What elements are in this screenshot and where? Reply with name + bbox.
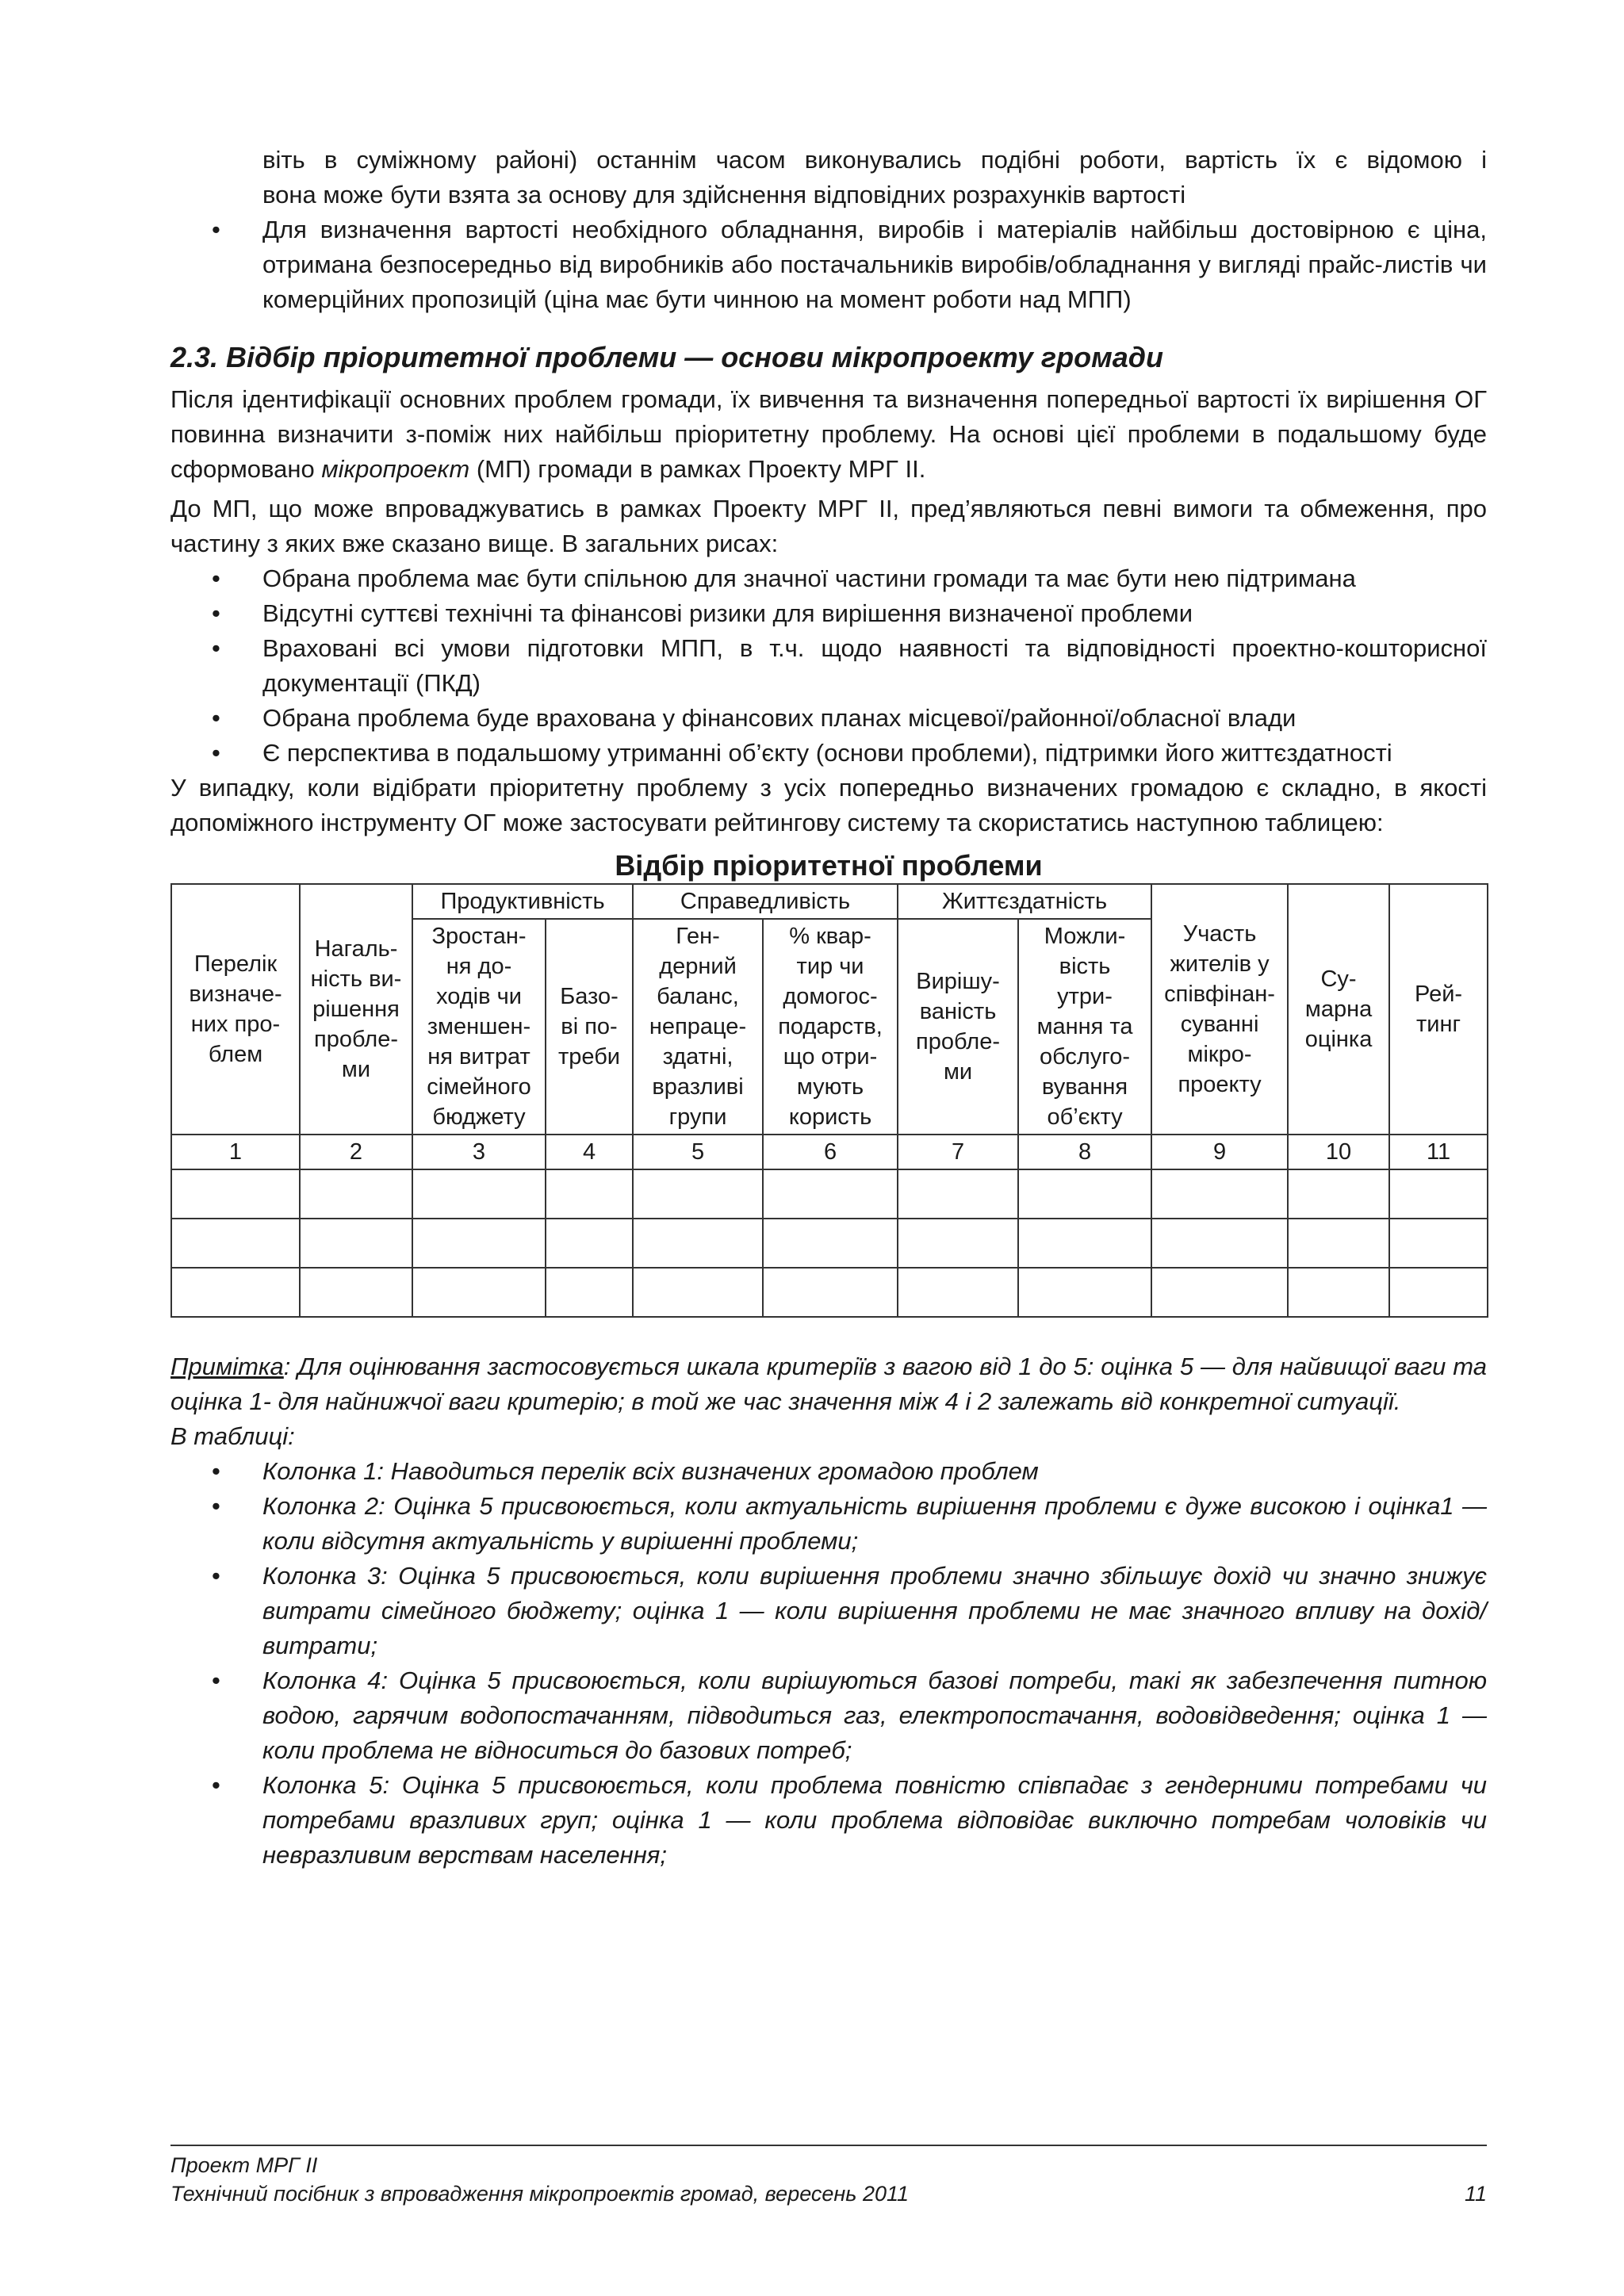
header-cell-1: Перелік визначе- них про- блем [171,884,300,1135]
section-paragraph-3: У випадку, коли відібрати пріоритетну проблему з усіх попередньо визначених громадою є складно, в якості допоміжного інструменту ОГ може застосувати рейтингову систему та скористатись наступною таблицею: [170,774,1487,836]
header-cell-7: Вирішу- ваність пробле- ми [898,919,1018,1135]
list-item: • Обрана проблема має бути спільною для значної частини громади та має бути нею підтримана [170,561,1487,596]
bullet-icon: • [212,599,220,627]
bullet-icon: • [212,704,220,732]
header-cell-3: Зростан- ня до- ходів чи зменшен- ня витрат сімейного бюджету [412,919,546,1135]
page-number: 11 [1464,2182,1487,2206]
bullet-icon: • [212,1562,220,1590]
column-number: 7 [898,1135,1018,1169]
column-number: 6 [763,1135,898,1169]
list-item: • Для визначення вартості необхідного обладнання, виробів і матеріалів найбільш достовірною є ціна, отримана безпосередньо від виробників або постачальників виробів/обладнання у вигляді прайс-листів чи комерційних пропозицій (ціна має бути чинною на момент роботи над МПП) [170,212,1487,317]
priority-table [170,883,1488,1318]
column-number: 11 [1389,1135,1488,1169]
column-number: 4 [546,1135,633,1169]
header-cell-6: % квар- тир чи домогос- подарств, що отри- мують користь [763,919,898,1135]
table-group-row [171,884,1488,919]
note-in-table: В таблиці: [170,1422,295,1450]
header-cell-9: Участь жителів у співфінан- суванні мікро- проекту [1151,884,1288,1135]
header-cell-2: Нагаль- ність ви- рішення пробле- ми [300,884,412,1135]
bullet-icon: • [212,564,220,592]
intro-bullet-list [170,212,1487,317]
list-item: • Колонка 5: Оцінка 5 присвоюється, коли проблема повністю співпадає з гендерними потребами чи потребами вразливих груп; оцінка 1 — коли проблема відповідає виключно потребам чоловіків чи невразливим верствам населення; [170,1768,1487,1873]
bullet-icon: • [212,1492,220,1520]
header-cell-10: Су- марна оцінка [1288,884,1389,1135]
column-number: 1 [171,1135,300,1169]
group-header-fairness: Справедливість [633,884,898,919]
document-page [170,143,1487,1873]
table-row [171,1219,1488,1268]
table-row [171,1169,1488,1219]
table-number-row [171,1135,1488,1169]
column-notes-list [170,1454,1487,1873]
list-item: • Колонка 3: Оцінка 5 присвоюється, коли вирішення проблеми значно збільшує дохід чи значно знижує витрати сімейного бюджету; оцінка 1 — коли вирішення проблеми не має значного впливу на дохід/витрати; [170,1559,1487,1663]
list-item: • Відсутні суттєві технічні та фінансові ризики для вирішення визначеної проблеми [170,596,1487,631]
list-item: • Обрана проблема буде врахована у фінансових планах місцевої/районної/обласної влади [170,701,1487,736]
footer-project: Проект МРГ ІІ [170,2153,318,2177]
note-paragraph: Примітка: Для оцінювання застосовується шкала критеріїв з вагою від 1 до 5: оцінка 5 — для найвищої ваги та оцінка 1- для найнижчої ваги критерію; в той же час значення між 4 і 2 залежать від конкретної ситуації. [170,1353,1487,1415]
bullet-icon: • [212,1771,220,1799]
header-cell-5: Ген- дерний баланс, непраце- здатні, вразливі групи [633,919,763,1135]
page-footer [170,2145,1487,2208]
section-paragraph-1: Після ідентифікації основних проблем громади, їх вивчення та визначення попередньої вартості їх вирішення ОГ повинна визначити з-поміж них найбільш пріоритетну проблему. На основі цієї проблеми в подальшому буде сформовано мікропроект (МП) громади в рамках Проекту МРГ ІІ. [170,385,1487,483]
list-item: • Є перспектива в подальшому утриманні об’єкту (основи проблеми), підтримки його життєздатності [170,736,1487,771]
footer-title: Технічний посібник з впровадження мікропроектів громад, вересень 2011 [170,2182,910,2206]
intro-line-1: віть в суміжному районі) останнім часом виконувались подібні роботи, вартість їх є відомою і [262,146,1487,174]
bullet-icon: • [212,216,220,243]
group-header-viability: Життєздатність [898,884,1151,919]
list-item: • Колонка 4: Оцінка 5 присвоюється, коли вирішуються базові потреби, такі як забезпечення питною водою, гарячим водопостачанням, підводиться газ, електропостачання, водовідведення; оцінка 1 — коли проблема не відноситься до базових потреб; [170,1663,1487,1768]
column-number: 10 [1288,1135,1389,1169]
bullet-icon: • [212,1667,220,1694]
intro-line-2: вона може бути взята за основу для здійснення відповідних розрахунків вартості [262,181,1186,209]
column-number: 2 [300,1135,412,1169]
group-header-productivity: Продуктивність [412,884,633,919]
requirements-list [170,561,1487,771]
note-label: Примітка [170,1353,284,1380]
column-number: 5 [633,1135,763,1169]
list-item: • Колонка 2: Оцінка 5 присвоюється, коли актуальність вирішення проблеми є дуже високою і оцінка1 — коли відсутня актуальність у вирішенні проблеми; [170,1489,1487,1559]
column-number: 3 [412,1135,546,1169]
header-cell-4: Базо- ві по- треби [546,919,633,1135]
list-item: • Враховані всі умови підготовки МПП, в т.ч. щодо наявності та відповідності проектно-кошторисної документації (ПКД) [170,631,1487,701]
section-paragraph-2: До МП, що може впроваджуватись в рамках Проекту МРГ ІІ, пред’являються певні вимоги та обмеження, про частину з яких вже сказано вище. В загальних рисах: [170,495,1487,557]
bullet-icon: • [212,634,220,662]
table-row [171,1268,1488,1317]
header-cell-11: Рей- тинг [1389,884,1488,1135]
bullet-icon: • [212,1457,220,1485]
column-number: 8 [1018,1135,1151,1169]
section-heading: 2.3. Відбір пріоритетної проблеми — основи мікропроекту громади [170,341,1164,373]
list-item: • Колонка 1: Наводиться перелік всіх визначених громадою проблем [170,1454,1487,1489]
table-title: Відбір пріоритетної проблеми [615,849,1043,882]
bullet-icon: • [212,739,220,767]
header-cell-8: Можли- вість утри- мання та обслуго- вування об’єкту [1018,919,1151,1135]
column-number: 9 [1151,1135,1288,1169]
